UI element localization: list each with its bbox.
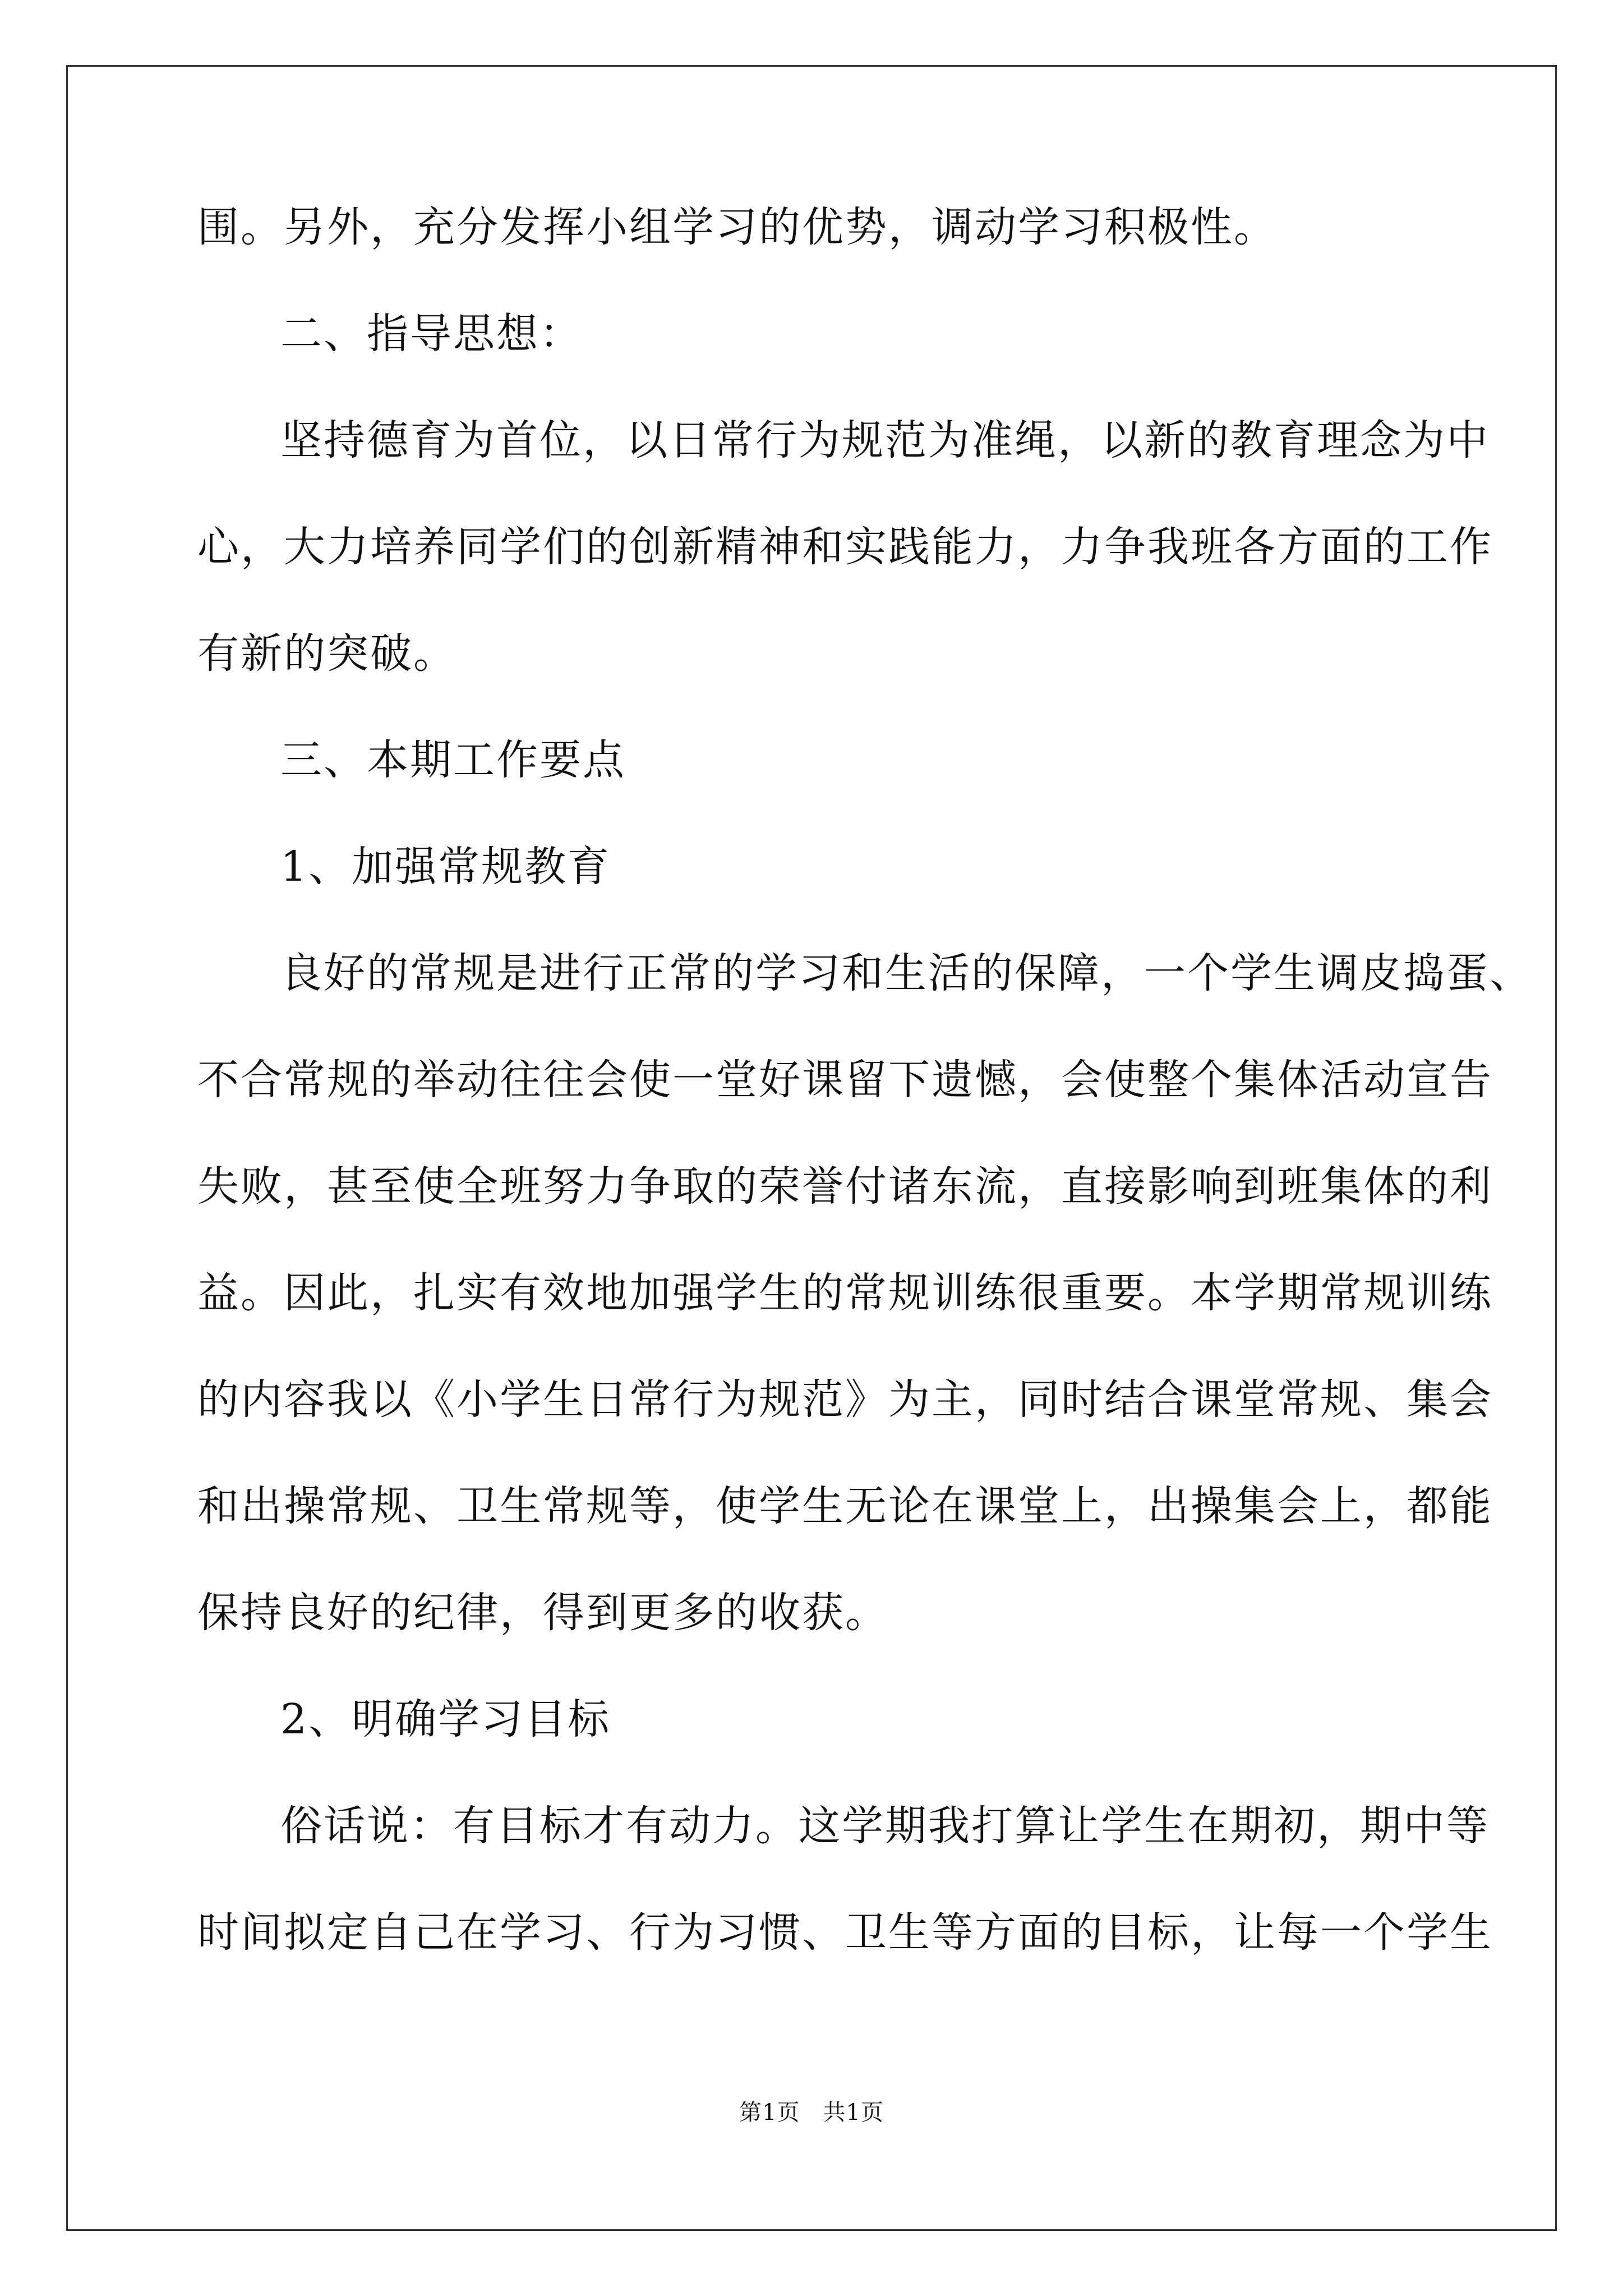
body-line: 保持良好的纪律，得到更多的收获。: [197, 1589, 888, 1637]
subsection-heading: 2、明确学习目标: [280, 1695, 611, 1743]
body-line: 时间拟定自己在学习、行为习惯、卫生等方面的目标，让每一个学生: [197, 1908, 1493, 1957]
body-line: 有新的突破。: [197, 629, 457, 678]
body-line: 和出操常规、卫生常规等，使学生无论在课堂上，出操集会上，都能: [197, 1482, 1493, 1530]
body-line: 失败，甚至使全班努力争取的荣誉付诸东流，直接影响到班集体的利: [197, 1162, 1493, 1211]
section-heading: 三、本期工作要点: [280, 736, 626, 784]
body-line: 良好的常规是进行正常的学习和生活的保障，一个学生调皮捣蛋、: [280, 949, 1533, 997]
subsection-heading: 1、加强常规教育: [280, 843, 611, 891]
body-line: 益。因此，扎实有效地加强学生的常规训练很重要。本学期常规训练: [197, 1269, 1493, 1317]
page-number-footer: 第1页 共1页: [739, 2100, 884, 2125]
section-heading: 二、指导思想：: [280, 310, 583, 358]
body-line: 不合常规的举动往往会使一堂好课留下遗憾，会使整个集体活动宣告: [197, 1056, 1493, 1104]
body-line: 的内容我以《小学生日常行为规范》为主，同时结合课堂常规、集会: [197, 1375, 1493, 1424]
body-line: 坚持德育为首位，以日常行为规范为准绳，以新的教育理念为中: [280, 416, 1490, 464]
body-line: 心，大力培养同学们的创新精神和实践能力，力争我班各方面的工作: [197, 523, 1493, 571]
body-line: 围。另外，充分发挥小组学习的优势，调动学习积极性。: [197, 203, 1277, 251]
body-line: 俗话说：有目标才有动力。这学期我打算让学生在期初，期中等: [280, 1802, 1490, 1850]
page-border: [66, 65, 1557, 2231]
